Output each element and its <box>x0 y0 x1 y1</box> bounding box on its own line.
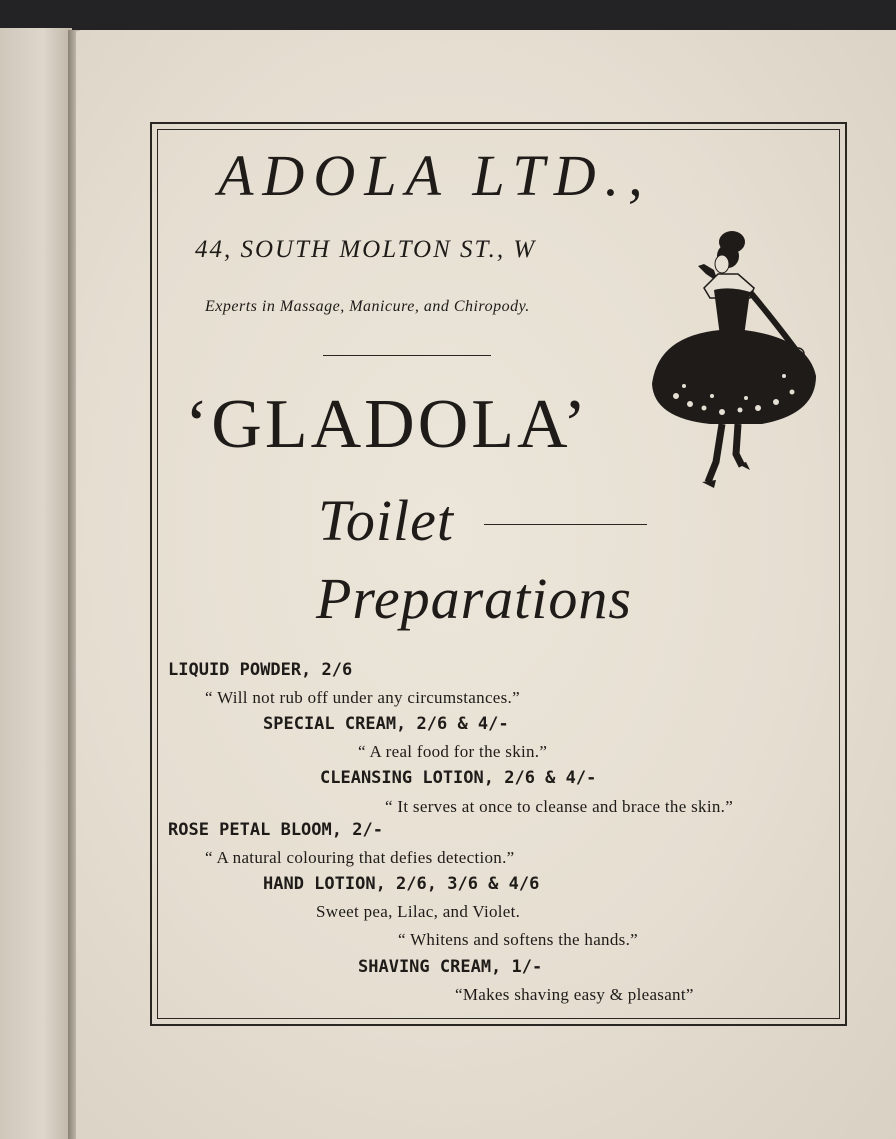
product-quote: “ It serves at once to cleanse and brace the skin.” <box>385 797 734 816</box>
product-special-cream: SPECIAL CREAM, 2/6 & 4/- <box>263 714 509 734</box>
product-cleansing-lotion: CLEANSING LOTION, 2/6 & 4/- <box>320 768 597 788</box>
product-quote: “ Whitens and softens the hands.” <box>398 930 638 949</box>
company-address: 44, SOUTH MOLTON ST., W <box>195 236 537 263</box>
subtitle-toilet: Toilet <box>318 488 455 553</box>
product-quote: “ A natural colouring that defies detection.” <box>205 848 515 867</box>
subtitle-rule <box>484 524 647 525</box>
product-shaving-cream: SHAVING CREAM, 1/- <box>358 957 543 977</box>
company-tagline: Experts in Massage, Manicure, and Chiropody. <box>205 298 530 315</box>
product-quote: “Makes shaving easy & pleasant” <box>455 985 694 1004</box>
product-rose-petal-bloom: ROSE PETAL BLOOM, 2/- <box>168 820 383 840</box>
product-quote: “ Will not rub off under any circumstances.” <box>205 688 520 707</box>
facing-page <box>0 28 72 1139</box>
company-name: ADOLA LTD., <box>218 143 652 208</box>
product-hand-lotion: HAND LOTION, 2/6, 3/6 & 4/6 <box>263 874 540 894</box>
divider-rule <box>323 355 491 356</box>
product-quote: “ A real food for the skin.” <box>358 742 548 761</box>
subtitle-preparations: Preparations <box>316 566 632 631</box>
product-note: Sweet pea, Lilac, and Violet. <box>316 902 521 921</box>
brand-title: ‘GLADOLA’ <box>185 386 590 463</box>
product-liquid-powder: LIQUID POWDER, 2/6 <box>168 660 353 680</box>
woman-in-ballgown-icon <box>646 226 822 492</box>
